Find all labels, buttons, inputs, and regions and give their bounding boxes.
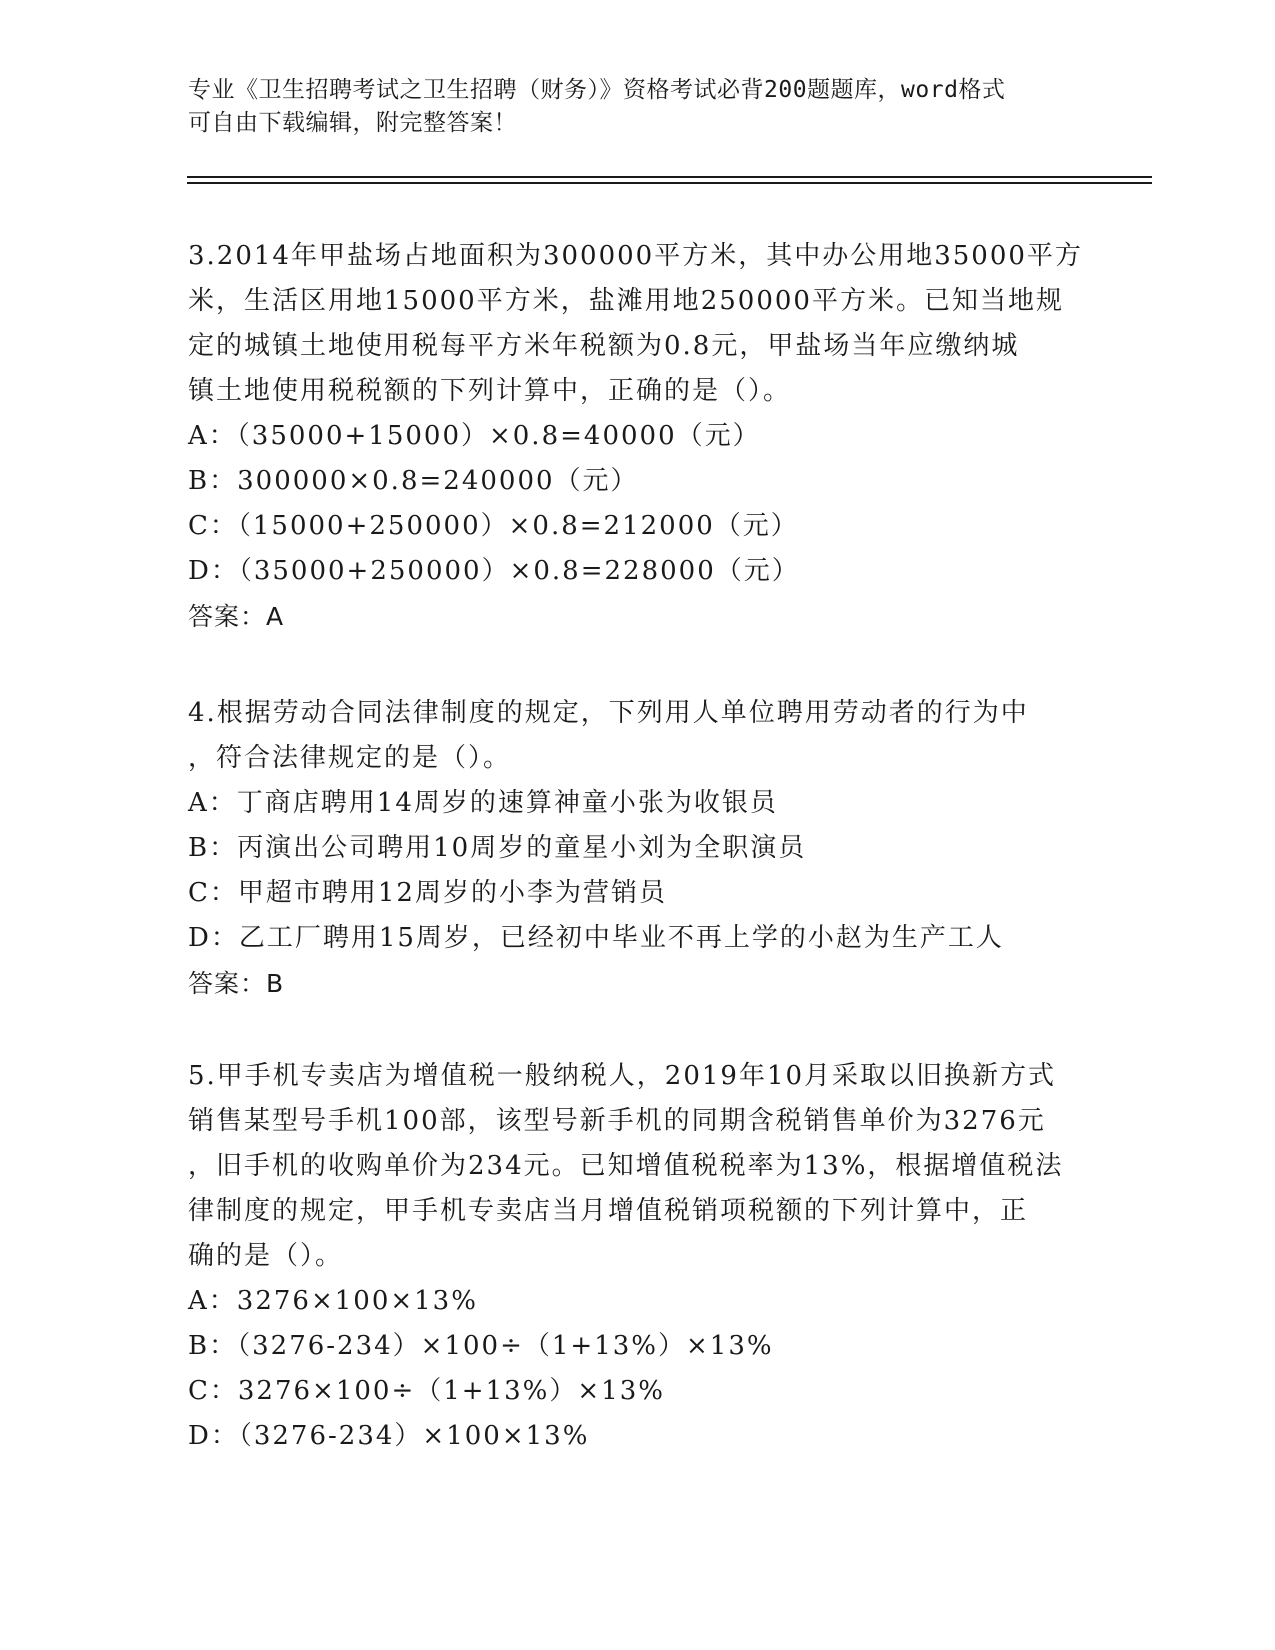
question-5	[188, 1054, 1088, 1459]
document-header	[188, 74, 1068, 140]
answer-line: 答案：B	[188, 969, 285, 998]
question-line: 3.2014年甲盐场占地面积为300000平方米，其中办公用地35000平方	[188, 241, 1083, 271]
option-a: A：丁商店聘用14周岁的速算神童小张为收银员	[188, 788, 778, 818]
question-line: 5.甲手机专卖店为增值税一般纳税人，2019年10月采取以旧换新方式	[188, 1061, 1057, 1091]
question-line: 律制度的规定，甲手机专卖店当月增值税销项税额的下列计算中，正	[188, 1196, 1029, 1226]
question-4	[188, 691, 1088, 1006]
question-line: ，符合法律规定的是（）。	[188, 743, 512, 773]
option-c: C：（15000+250000）×0.8=212000（元）	[188, 511, 799, 541]
option-d: D：（3276-234）×100×13%	[188, 1421, 590, 1451]
question-stem	[188, 234, 1088, 414]
question-line: 定的城镇土地使用税每平方米年税额为0.8元，甲盐场当年应缴纳城	[188, 331, 1020, 361]
question-line: 米，生活区用地15000平方米，盐滩用地250000平方米。已知当地规	[188, 286, 1064, 316]
question-line: 销售某型号手机100部，该型号新手机的同期含税销售单价为3276元	[188, 1106, 1046, 1136]
header-divider-bottom	[187, 182, 1152, 184]
option-d: D：乙工厂聘用15周岁，已经初中毕业不再上学的小赵为生产工人	[188, 923, 1004, 953]
header-line: 专业《卫生招聘考试之卫生招聘（财务）》资格考试必背200题题库，word格式	[188, 77, 1006, 103]
option-b: B：300000×0.8=240000（元）	[188, 466, 639, 496]
option-a: A：（35000+15000）×0.8=40000（元）	[188, 421, 761, 451]
option-b: B：丙演出公司聘用10周岁的童星小刘为全职演员	[188, 833, 807, 863]
question-line: ，旧手机的收购单价为234元。已知增值税税率为13%，根据增值税法	[188, 1151, 1064, 1181]
header-line: 可自由下载编辑，附完整答案！	[188, 110, 517, 136]
question-stem	[188, 1054, 1088, 1279]
header-divider-top	[187, 176, 1152, 178]
option-c: C：甲超市聘用12周岁的小李为营销员	[188, 878, 667, 908]
question-line: 4.根据劳动合同法律制度的规定，下列用人单位聘用劳动者的行为中	[188, 698, 1029, 728]
option-b: B：（3276-234）×100÷（1+13%）×13%	[188, 1331, 774, 1361]
question-3	[188, 234, 1088, 639]
question-line: 确的是（）。	[188, 1241, 344, 1271]
answer-line: 答案：A	[188, 602, 285, 631]
question-line: 镇土地使用税税额的下列计算中，正确的是（）。	[188, 376, 792, 406]
option-c: C：3276×100÷（1+13%）×13%	[188, 1376, 665, 1406]
option-d: D：（35000+250000）×0.8=228000（元）	[188, 556, 800, 586]
question-stem	[188, 691, 1088, 781]
option-a: A：3276×100×13%	[188, 1286, 478, 1316]
